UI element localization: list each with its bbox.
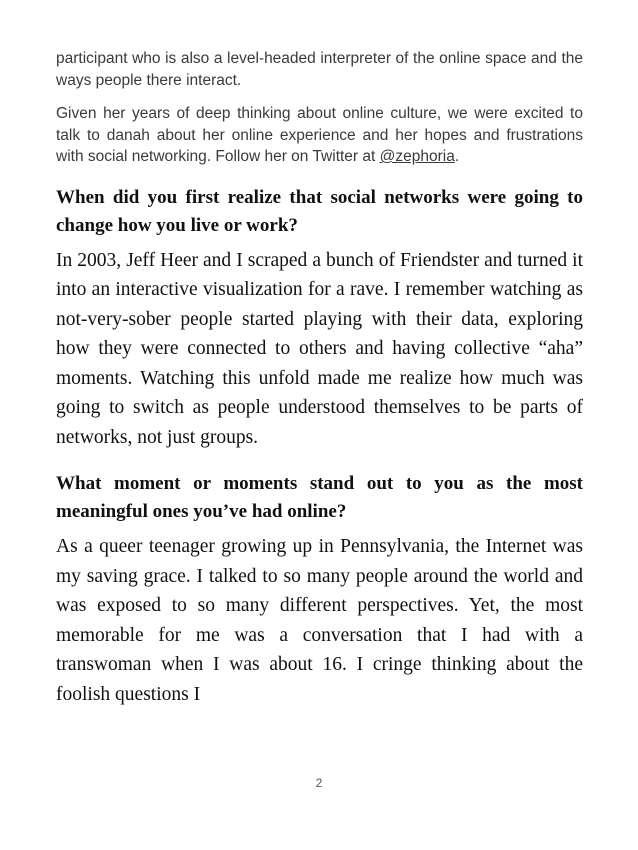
answer-1: In 2003, Jeff Heer and I scraped a bunch of Friendster and turned it into an interactive visualization for a rave. I remember watching as not-very-sober people started playing with their data, exploring how they were connected to others and having collective “aha” moments. Watching this unfold made me realize how much was going to switch as people understood themselves to be parts of networks, not just groups.: [56, 249, 583, 448]
intro-paragraph-2-end: .: [454, 148, 460, 165]
document-page: [56, 48, 583, 709]
intro-paragraph-2: [56, 103, 583, 168]
answer-2: As a queer teenager growing up in Pennsylvania, the Internet was my saving grace. I talked to so many people around the world and was exposed to so many different perspectives. Yet, the most memorable for me was a conversation that I had with a transwoman when I was about 16. I cringe thinking about the foolish questions I: [56, 536, 583, 705]
question-2: What moment or moments stand out to you as the most meaningful ones you’ve had online?: [56, 473, 583, 522]
question-1: When did you first realize that social networks were going to change how you live or work?: [56, 186, 583, 236]
intro-paragraph-1: participant who is also a level-headed interpreter of the online space and the ways people there interact.: [56, 50, 583, 89]
intro-paragraph-2-text: Given her years of deep thinking about online culture, we were excited to talk to danah about her online experience and her hopes and frustrations with social networking. Follow her on Twitter at: [56, 105, 583, 165]
twitter-handle-link[interactable]: @zephoria: [379, 148, 455, 165]
page-number: 2: [315, 776, 323, 790]
